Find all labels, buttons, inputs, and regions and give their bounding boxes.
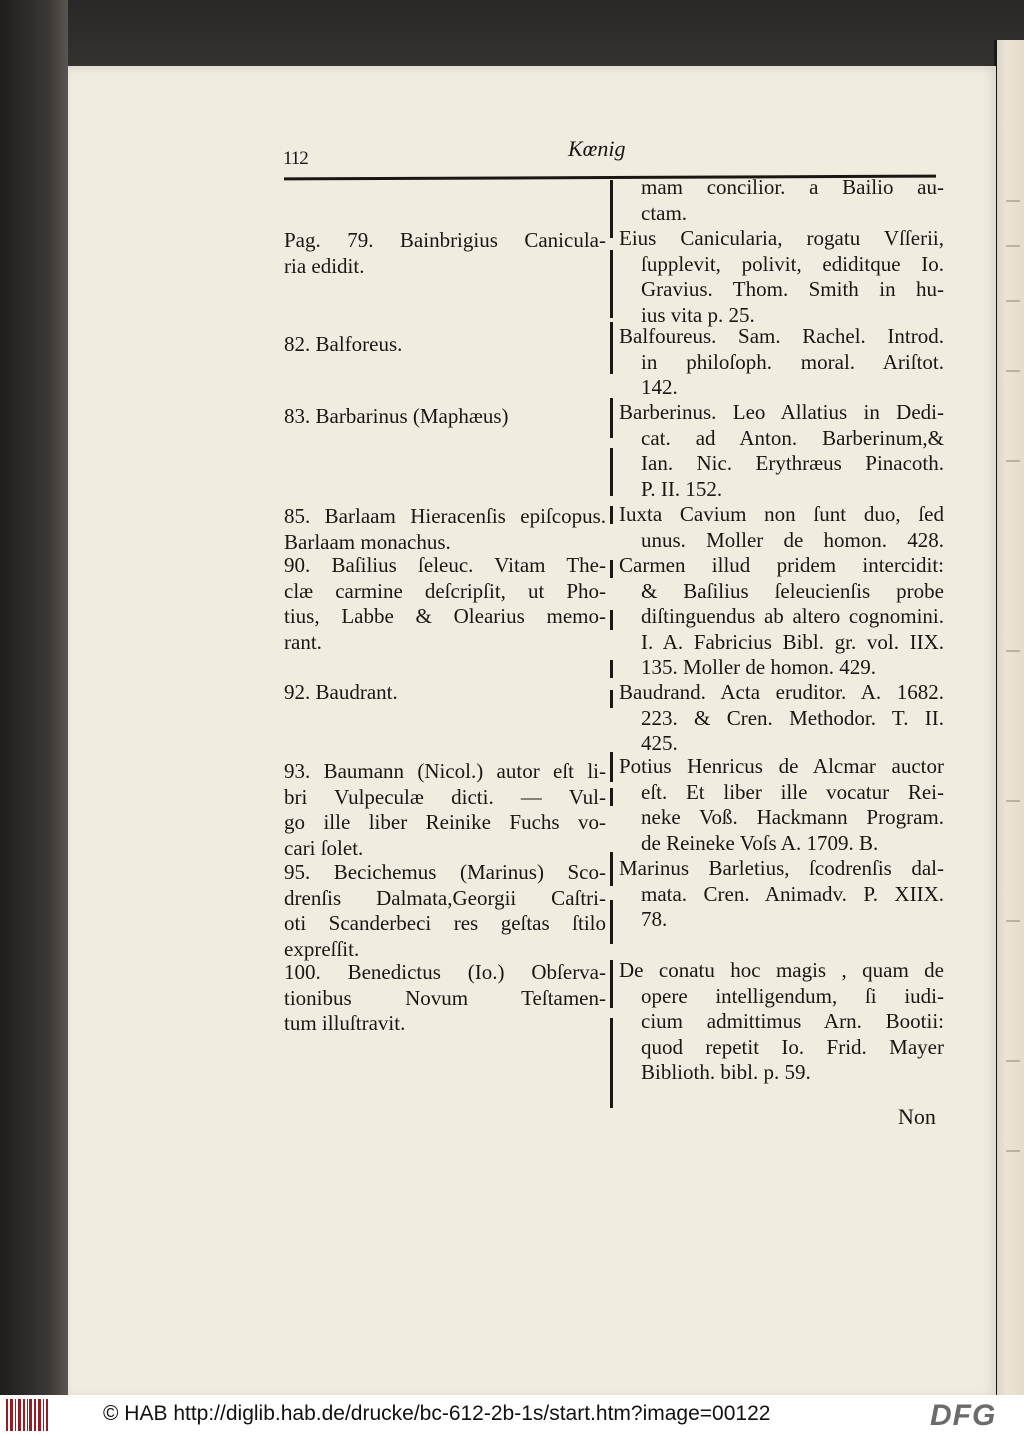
entry-left-95	[284, 860, 606, 962]
text-line: cari ſolet.	[284, 835, 364, 860]
text-line: 93. Baumann (Nicol.) autor eſt li-	[284, 759, 606, 783]
column-rule	[610, 322, 613, 374]
text-line: diſtinguendus ab altero cognomini.	[641, 604, 944, 628]
column-rule	[610, 1018, 613, 1108]
text-line: cat. ad Anton. Barberinum,&	[641, 425, 944, 450]
entry-left-90	[284, 553, 606, 655]
entry-right-83	[619, 400, 944, 502]
text-line: 95. Becichemus (Marinus) Sco-	[284, 860, 606, 884]
text-line: 425.	[641, 731, 678, 755]
column-rule	[610, 180, 613, 238]
entry-right-100	[619, 958, 944, 1086]
text-line: bri Vulpeculæ dicti. — Vul-	[284, 784, 606, 809]
text-line: cium admittimus Arn. Bootii:	[641, 1009, 944, 1033]
column-rule	[610, 788, 613, 806]
text-line: De conatu hoc magis , quam de	[619, 958, 944, 982]
text-line: 100. Benedictus (Io.) Obſerva-	[284, 960, 606, 984]
text-line: neke Voß. Hackmann Program.	[641, 805, 944, 829]
text-line: Pag. 79. Bainbrigius Canicula-	[284, 228, 606, 252]
text-line: drenſis Dalmata,Georgii Caſtri-	[284, 885, 606, 910]
column-rule	[610, 560, 613, 578]
entry-right-93	[619, 754, 944, 856]
text-line: tionibus Novum Teſtamen-	[284, 985, 606, 1010]
catchword: Non	[898, 1104, 936, 1129]
column-rule	[610, 250, 613, 318]
entry-left-82	[284, 332, 606, 358]
text-line: 83. Barbarinus (Maphæus)	[284, 404, 509, 428]
entry-right-85	[619, 502, 944, 553]
text-line: Ian. Nic. Erythræus Pinacoth.	[641, 451, 944, 475]
entry-left-79	[284, 228, 606, 279]
text-line: 142.	[641, 375, 678, 399]
text-line: Carmen illud pridem intercidit:	[619, 553, 944, 577]
adjacent-page-edge	[994, 40, 1024, 1395]
column-rule	[610, 610, 613, 630]
scan-background-left	[0, 0, 68, 1395]
text-line: clæ carmine deſcripſit, ut Pho-	[284, 578, 606, 603]
text-line: 85. Barlaam Hieracenſis epiſcopus.	[284, 504, 606, 528]
entry-left-93	[284, 759, 606, 861]
text-line: tum illuſtravit.	[284, 1011, 406, 1035]
entry-right-90	[619, 553, 944, 681]
text-line: 90. Baſilius ſeleuc. Vitam The-	[284, 553, 606, 577]
text-line: & Baſilius ſeleucienſis probe	[641, 578, 944, 603]
column-rule	[610, 506, 613, 524]
text-line: Barlaam monachus.	[284, 529, 451, 554]
entry-left-92	[284, 680, 606, 706]
text-line: 78.	[641, 907, 668, 931]
text-line: I. A. Fabricius Bibl. gr. vol. IIX.	[641, 629, 944, 654]
scan-background-top	[0, 0, 1024, 66]
text-line: expreſſit.	[284, 936, 360, 961]
text-line: opere intelligendum, ſi iudi-	[641, 983, 944, 1008]
barcode-icon	[6, 1399, 48, 1431]
column-rule	[610, 752, 613, 782]
text-line: unus. Moller de homon. 428.	[641, 527, 944, 552]
text-line: Balfoureus. Sam. Rachel. Introd.	[619, 324, 944, 348]
text-line: Iuxta Cavium non ſunt duo, ſed	[619, 502, 944, 526]
text-line: ria edidit.	[284, 253, 365, 278]
text-line: Gravius. Thom. Smith in hu-	[641, 277, 944, 301]
running-head: Kœnig	[568, 136, 626, 161]
text-line: Potius Henricus de Alcmar auctor	[619, 754, 944, 778]
text-line: 92. Baudrant.	[284, 680, 398, 704]
entry-left-85	[284, 504, 606, 555]
text-line: quod repetit Io. Frid. Mayer	[641, 1034, 944, 1059]
text-line: ius vita p. 25.	[641, 302, 755, 327]
text-line: Biblioth. bibl. p. 59.	[641, 1060, 811, 1084]
entry-right-95	[619, 856, 944, 933]
text-line: Eius Canicularia, rogatu Vſſerii,	[619, 226, 944, 250]
viewer-footer	[0, 1395, 1024, 1435]
text-line: 135. Moller de homon. 429.	[641, 655, 877, 679]
text-line: Marinus Barletius, ſcodrenſis dal-	[619, 856, 944, 880]
text-line: P. II. 152.	[641, 476, 723, 501]
entry-right-92	[619, 680, 944, 757]
text-line: ctam.	[641, 200, 688, 225]
text-line: ſupplevit, polivit, ediditque Io.	[641, 251, 944, 276]
column-rule	[610, 852, 613, 886]
text-line: de Reineke Voſs A. 1709. B.	[641, 830, 879, 855]
column-rule	[610, 900, 613, 944]
text-line: Barberinus. Leo Allatius in Dedi-	[619, 400, 944, 424]
text-line: go ille liber Reinike Fuchs vo-	[284, 810, 606, 834]
column-rule	[610, 660, 613, 678]
text-line: tius, Labbe & Olearius memo-	[284, 604, 606, 628]
entry-right-82	[619, 324, 944, 401]
text-line: rant.	[284, 629, 322, 654]
source-url[interactable]: © HAB http://diglib.hab.de/drucke/bc-612-2b-1s/start.htm?image=00122	[103, 1402, 771, 1425]
text-line: eſt. Et liber ille vocatur Rei-	[641, 779, 944, 804]
column-rule	[610, 690, 613, 708]
text-line: mam concilior. a Bailio au-	[641, 175, 944, 199]
entry-left-100	[284, 960, 606, 1037]
entry-left-83	[284, 404, 606, 430]
page-number: 112	[283, 148, 308, 169]
text-line: mata. Cren. Animadv. P. XIIX.	[641, 881, 944, 906]
dfg-logo: DFG	[930, 1399, 997, 1432]
entry-right-79	[619, 175, 944, 328]
text-line: Baudrand. Acta eruditor. A. 1682.	[619, 680, 944, 704]
column-rule	[610, 960, 613, 1008]
text-line: in philoſoph. moral. Ariſtot.	[641, 349, 944, 374]
text-line: oti Scanderbeci res geſtas ſtilo	[284, 911, 606, 935]
column-rule	[610, 398, 613, 438]
text-line: 223. & Cren. Methodor. T. II.	[641, 705, 944, 730]
column-rule	[610, 448, 613, 496]
text-line: 82. Balforeus.	[284, 332, 403, 356]
